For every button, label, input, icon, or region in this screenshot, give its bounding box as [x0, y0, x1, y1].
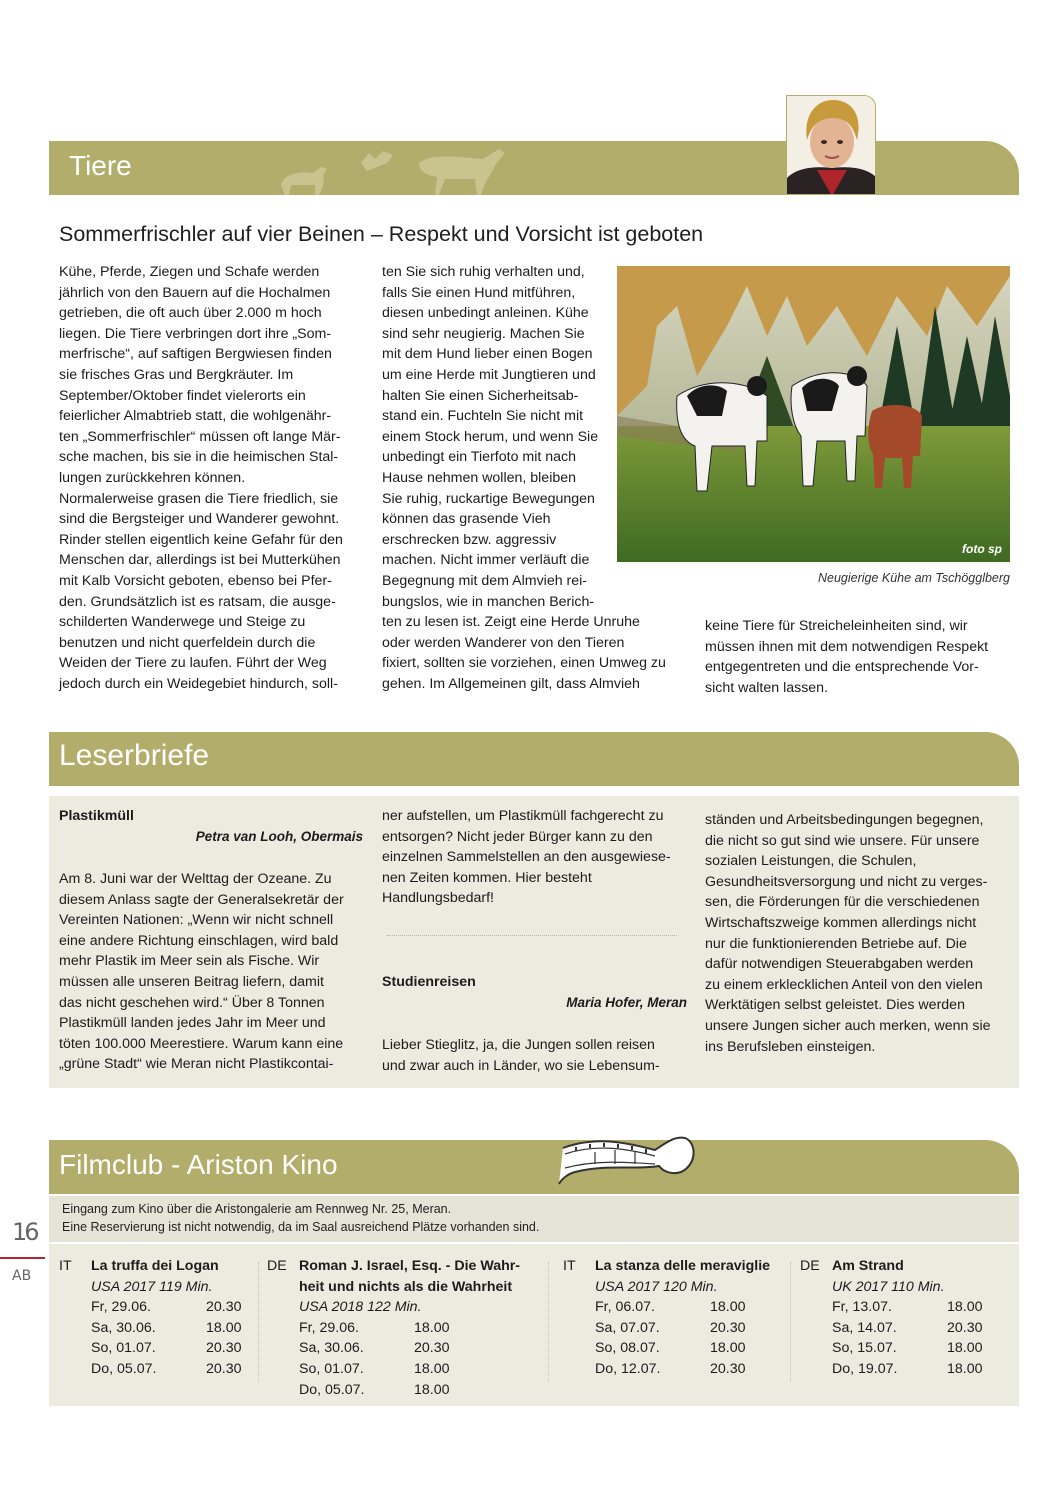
text-line: Plastikmüll landen jedes Jahr im Meer und [59, 1015, 326, 1032]
text-line: Gesundheitsversorgung und nicht zu verges- [705, 873, 988, 890]
text-line: Lieber Stieglitz, ja, die Jungen sollen reisen [382, 1037, 655, 1053]
text-line: sie frisches Gras und Bergkräuter. Im [59, 366, 294, 383]
text-line: diesem Anlass sagte der Generalsekretär der [59, 891, 344, 908]
publication-logo: AB [12, 1268, 32, 1284]
text-line: Begegnung mit dem Almvieh rei- [382, 572, 588, 589]
text-line: entgegentreten und die entsprechende Vor- [705, 659, 979, 676]
screening-date: So, 15.07. [832, 1340, 897, 1357]
text-line: keine Tiere für Streicheleinheiten sind, wir [705, 618, 968, 634]
letter-2-author: Maria Hofer, Meran [566, 995, 687, 1010]
photo-credit: foto sp [962, 542, 1002, 556]
letter-2-body-cont [705, 810, 991, 1057]
screening-date: Do, 05.07. [299, 1381, 365, 1398]
text-line: halten Sie einen Sicherheitsab- [382, 387, 579, 404]
page-number: 16 [12, 1218, 37, 1246]
text-line: ner aufstellen, um Plastikmüll fachgerecht zu [382, 808, 664, 824]
text-line: „grüne Stadt“ wie Meran nicht Plastikcontai- [59, 1056, 334, 1073]
text-line: erschrecken bzw. aggressiv [382, 531, 557, 548]
screening-time: 18.00 [710, 1340, 746, 1357]
section-title-filmclub: Filmclub - Ariston Kino [59, 1149, 338, 1180]
text-line: und zwar auch in Länder, wo sie Lebensum- [382, 1057, 660, 1074]
text-line: ständen und Arbeitsbedingungen begegnen, [705, 812, 984, 828]
article-column-1 [59, 262, 343, 694]
film-title: La truffa dei Logan [91, 1258, 219, 1274]
screening-time: 18.00 [710, 1299, 746, 1316]
screening-time: 20.30 [414, 1340, 450, 1357]
letter-1-title: Plastikmüll [59, 808, 134, 824]
text-line: töten 100.000 Meerestiere. Warum kann eine [59, 1035, 344, 1052]
screening-time: 20.30 [206, 1299, 242, 1316]
screening-date: So, 08.07. [595, 1340, 660, 1357]
text-line: sen, die Förderungen für die verschiedenen [705, 894, 980, 911]
filmclub-info-line-1: Eingang zum Kino über die Aristongalerie am Rennweg Nr. 25, Meran. [62, 1202, 452, 1216]
screening-time: 20.30 [206, 1361, 242, 1377]
screening-date: Do, 19.07. [832, 1361, 898, 1377]
text-line: sind die Bergsteiger und Wanderer gewohnt. [59, 511, 340, 528]
text-line: Rinder stellen eigentlich keine Gefahr für den [59, 531, 343, 548]
text-line: Werktätigen selbst geleistet. Dies werden [705, 997, 965, 1014]
letter-1-author: Petra van Looh, Obermais [195, 829, 363, 844]
text-line: müssen alle unseren Beitrag liefern, damit [59, 973, 324, 990]
film-meta: USA 2017 119 Min. [91, 1278, 213, 1295]
text-line: Vereinten Nationen: „Wenn wir nicht schnell [59, 912, 334, 929]
text-line: merfrische“, auf saftigen Bergwiesen finden [59, 346, 332, 363]
animal-silhouettes-icon [269, 141, 589, 195]
text-line: Hause nehmen wollen, bleiben [382, 469, 577, 486]
text-line: Sie ruhig, ruckartige Bewegungen [382, 490, 595, 507]
film-language: IT [59, 1258, 72, 1274]
film-meta: USA 2018 122 Min. [299, 1299, 422, 1316]
letter-2-body [382, 1035, 660, 1076]
leserbriefe-header-band [49, 732, 1019, 786]
text-line: diesen unbedingt anleinen. Kühe [382, 305, 589, 322]
text-line: nur die funktionierenden Betriebe auf. Die [705, 935, 967, 952]
filmclub-header-band [49, 1140, 1019, 1194]
text-line: sche machen, bis sie in die heimischen Stal- [59, 449, 339, 466]
text-line: das nicht geschehen wird.“ Über 8 Tonnen [59, 994, 325, 1011]
screening-time: 18.00 [206, 1319, 242, 1336]
article-column-3 [705, 616, 988, 698]
text-line: unsere Jungen sicher auch merken, wenn sie [705, 1017, 991, 1034]
screening-date: Fr, 13.07. [832, 1299, 892, 1316]
text-line: einem Stock herum, und wenn Sie [382, 428, 599, 445]
film-title: Roman J. Israel, Esq. - Die Wahr- [299, 1258, 521, 1274]
screening-time: 20.30 [710, 1319, 746, 1336]
screening-date: Fr, 29.06. [299, 1319, 359, 1336]
article-headline: Sommerfrischler auf vier Beinen – Respekt und Vorsicht ist geboten [59, 222, 704, 246]
section-title-leserbriefe: Leserbriefe [59, 739, 210, 772]
letter-1-body [59, 869, 344, 1075]
screening-date: Fr, 06.07. [595, 1299, 655, 1316]
text-line: Handlungsbedarf! [382, 890, 495, 907]
filmclub-info-line-2: Eine Reservierung ist nicht notwendig, da im Saal ausreichend Plätze vorhanden sind. [62, 1220, 540, 1234]
film-meta: USA 2017 120 Min. [595, 1278, 718, 1295]
text-line: die nicht so gut sind wie unsere. Für unsere [705, 832, 980, 849]
screening-date: Sa, 30.06. [299, 1340, 364, 1357]
screening-date: So, 01.07. [91, 1340, 156, 1357]
text-line: machen. Nicht immer verläuft die [382, 552, 590, 569]
screening-time: 18.00 [414, 1361, 450, 1377]
text-line: liegen. Die Tiere verbringen dort ihre „Som- [59, 325, 332, 342]
screening-date: Sa, 14.07. [832, 1319, 897, 1336]
text-line: ten „Sommerfrischler“ müssen oft lange Mär- [59, 428, 341, 445]
text-line: entsorgen? Nicht jeder Bürger kann zu den [382, 828, 653, 845]
text-line: unbedingt ein Tierfoto mit nach [382, 449, 577, 466]
screening-date: Fr, 29.06. [91, 1299, 151, 1316]
text-line: einzelnen Sammelstellen an den ausgewiese- [382, 849, 671, 866]
cows-photo [617, 266, 1010, 562]
screening-time: 18.00 [414, 1381, 450, 1398]
text-line: jedoch durch ein Weidegebiet hindurch, soll- [59, 675, 338, 692]
text-line: dafür notwendigen Steuerabgaben werden [705, 956, 974, 973]
page-number-rule [0, 1257, 45, 1259]
screening-time: 20.30 [710, 1361, 746, 1377]
film-language: DE [267, 1258, 287, 1274]
screening-time: 18.00 [414, 1319, 450, 1336]
text-line: schilderten Wanderwege und Steige zu [59, 614, 306, 631]
text-line: sind sehr neugierig. Machen Sie [382, 325, 585, 342]
text-line: mehr Plastik im Meer sein als Fische. Wir [59, 953, 320, 970]
text-line: gehen. Im Allgemeinen gilt, dass Almvieh [382, 675, 640, 692]
film-reel-icon [555, 1128, 705, 1188]
text-line: feierlicher Almabtrieb statt, die wohlgenähr- [59, 408, 332, 425]
film-title: La stanza delle meraviglie [595, 1258, 771, 1274]
column-separator [790, 1262, 791, 1382]
screening-date: So, 01.07. [299, 1361, 364, 1377]
column-separator [258, 1262, 259, 1382]
author-portrait [786, 95, 876, 195]
text-line: getrieben, die oft auch über 2.000 m hoch [59, 305, 322, 322]
text-line: Am 8. Juni war der Welttag der Ozeane. Zu [59, 871, 332, 887]
text-line: bungslos, wie in manchen Berich- [382, 593, 595, 610]
screening-date: Sa, 30.06. [91, 1319, 156, 1336]
text-line: sicht walten lassen. [705, 679, 829, 696]
text-line: September/Oktober findet vielerorts ein [59, 387, 306, 404]
text-line: Wirtschaftszweige kommen allerdings nicht [705, 914, 977, 931]
text-line: falls Sie einen Hund mitführen, [382, 284, 576, 301]
column-separator [548, 1262, 549, 1382]
section-title-tiere: Tiere [69, 150, 132, 181]
film-title: heit und nichts als die Wahrheit [299, 1278, 513, 1295]
screening-time: 18.00 [947, 1361, 983, 1377]
screening-time: 20.30 [206, 1340, 242, 1357]
text-line: um eine Herde mit Jungtieren und [382, 366, 596, 383]
text-line: mit dem Hund lieber einen Bogen [382, 346, 593, 363]
text-line: oder werden Wanderer von den Tieren [382, 634, 625, 651]
screening-time: 20.30 [947, 1319, 983, 1336]
letter-1-body-cont [382, 806, 671, 909]
screening-date: Sa, 07.07. [595, 1319, 660, 1336]
screening-date: Do, 05.07. [91, 1361, 157, 1377]
screening-time: 18.00 [947, 1299, 983, 1316]
text-line: zu einem erklecklichen Anteil von den vielen [705, 976, 983, 993]
text-line: lungen zurückkehren können. [59, 469, 246, 486]
text-line: sozialen Leistungen, die Schulen, [705, 853, 917, 870]
text-line: eine andere Richtung einschlagen, wird bald [59, 932, 339, 949]
text-line: mit Kalb Vorsicht geboten, ebenso bei Pfer- [59, 572, 332, 589]
text-line: ten zu lesen ist. Zeigt eine Herde Unruhe [382, 614, 640, 631]
text-line: Normalerweise grasen die Tiere friedlich, sie [59, 490, 339, 507]
text-line: müssen ihnen mit dem notwendigen Respekt [705, 638, 989, 655]
letter-divider [387, 935, 677, 936]
photo-caption: Neugierige Kühe am Tschögglberg [817, 571, 1010, 585]
film-language: DE [800, 1258, 820, 1274]
text-line: jährlich von den Bauern auf die Hochalmen [59, 284, 331, 301]
text-line: Menschen dar, allerdings ist bei Mutterkühen [59, 552, 341, 569]
text-line: ins Berufsleben einsteigen. [705, 1038, 876, 1055]
text-line: Weiden der Tiere zu laufen. Führt der Weg [59, 655, 327, 672]
text-line: fixiert, sollten sie vorziehen, einen Umweg zu [382, 655, 666, 672]
text-line: den. Grundsätzlich ist es ratsam, die ausge- [59, 593, 336, 610]
film-meta: UK 2017 110 Min. [832, 1278, 945, 1295]
letter-2-title: Studienreisen [382, 974, 476, 990]
text-line: können das grasende Vieh [382, 511, 551, 528]
text-line: nen Zeiten kommen. Hier besteht [382, 869, 592, 886]
screening-date: Do, 12.07. [595, 1361, 661, 1377]
film-language: IT [563, 1258, 576, 1274]
screening-time: 18.00 [947, 1340, 983, 1357]
text-line: stand ein. Fuchteln Sie nicht mit [382, 408, 584, 425]
text-line: Kühe, Pferde, Ziegen und Schafe werden [59, 264, 320, 280]
text-line: ten Sie sich ruhig verhalten und, [382, 264, 585, 280]
text-line: benutzen und nicht querfeldein durch die [59, 634, 316, 651]
film-title: Am Strand [832, 1258, 904, 1274]
